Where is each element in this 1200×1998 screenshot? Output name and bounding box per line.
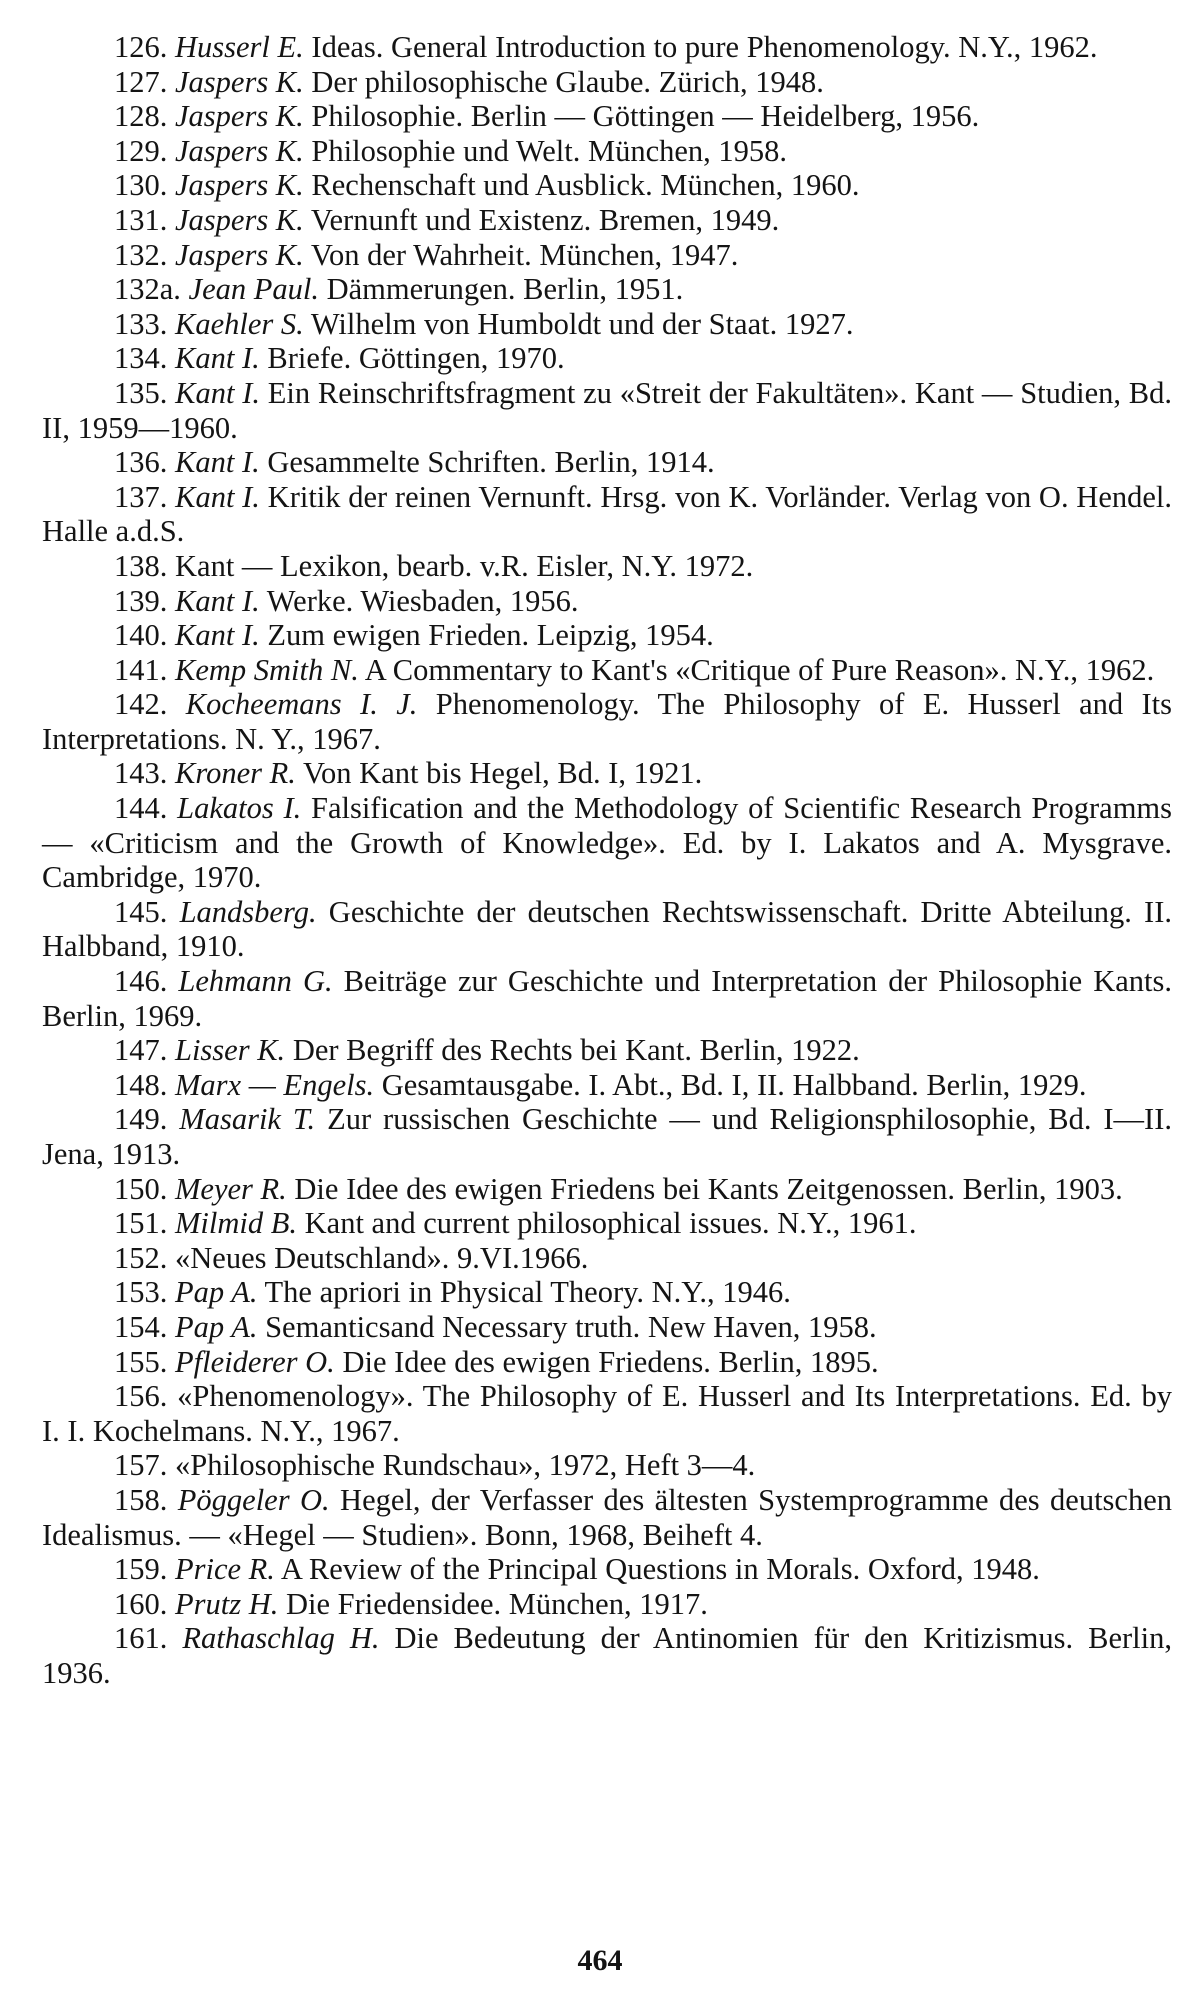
entry-text: Der Begriff des Rechts bei Kant. Berlin, 1922. <box>285 1033 860 1068</box>
entry-text: Kant and current philosophical issues. N.Y., 1961. <box>297 1206 917 1241</box>
entry-text: Die Friedensidee. München, 1917. <box>278 1586 708 1621</box>
bibliography-entry <box>42 1172 1172 1207</box>
bibliography-entry <box>42 687 1172 756</box>
entry-number: 160. <box>114 1586 168 1621</box>
bibliography-entry <box>42 134 1172 169</box>
bibliography-entry <box>42 341 1172 376</box>
entry-text: Gesamtausgabe. I. Abt., Bd. I, II. Halbband. Berlin, 1929. <box>374 1067 1087 1102</box>
bibliography-entry <box>42 653 1172 688</box>
bibliography-entry <box>42 895 1172 964</box>
entry-text: Dämmerungen. Berlin, 1951. <box>318 272 684 307</box>
entry-text: Phenomenology. The Philosophy of E. Husserl and Its Interpretations. N. Y., 1967. <box>42 687 1173 756</box>
entry-number: 142. <box>114 687 168 722</box>
bibliography-entry <box>42 272 1172 307</box>
entry-author: Kroner R. <box>175 756 296 791</box>
entry-number: 127. <box>114 64 168 99</box>
bibliography-entry <box>42 1033 1172 1068</box>
entry-number: 141. <box>114 652 168 687</box>
entry-number: 154. <box>114 1309 168 1344</box>
entry-number: 159. <box>114 1552 168 1587</box>
bibliography-entry <box>42 584 1172 619</box>
entry-author: Jaspers K. <box>175 237 304 272</box>
entry-text: Philosophie und Welt. München, 1958. <box>303 133 788 168</box>
page-number: 464 <box>577 1944 623 1977</box>
bibliography-entry <box>42 964 1172 1033</box>
entry-author: Lakatos I. <box>177 791 302 826</box>
bibliography-entry <box>42 1241 1172 1276</box>
entry-author: Kant I. <box>175 375 261 410</box>
entry-number: 158. <box>114 1482 168 1517</box>
entry-number: 146. <box>114 964 168 999</box>
entry-text: Die Bedeutung der Antinomien für den Kritizismus. Berlin, 1936. <box>42 1621 1173 1690</box>
entry-author: Landsberg. <box>179 894 317 929</box>
entry-author: Price R. <box>175 1552 275 1587</box>
entry-number: 140. <box>114 618 168 653</box>
entry-text: Von Kant bis Hegel, Bd. I, 1921. <box>295 756 703 791</box>
entry-text: Falsification and the Methodology of Scientific Research Programms — «Criticism and the Growth of Knowledge». Ed. by I. Lakatos and A. Mysgrave. Cambridge, 1970. <box>42 791 1173 895</box>
bibliography-entry <box>42 791 1172 895</box>
entry-author: Jaspers K. <box>175 99 304 134</box>
entry-text: Rechenschaft und Ausblick. München, 1960. <box>303 168 860 203</box>
entry-author: Pfleiderer O. <box>175 1344 335 1379</box>
entry-number: 153. <box>114 1275 168 1310</box>
entry-number: 136. <box>114 445 168 480</box>
entry-text: Von der Wahrheit. München, 1947. <box>303 237 739 272</box>
bibliography-entry <box>42 1310 1172 1345</box>
entry-author: Pöggeler O. <box>177 1482 330 1517</box>
entry-author: Pap A. <box>175 1309 258 1344</box>
bibliography-entry <box>42 99 1172 134</box>
entry-number: 161. <box>114 1621 168 1656</box>
entry-author: Prutz H. <box>175 1586 279 1621</box>
entry-number: 152. <box>114 1240 168 1275</box>
entry-number: 151. <box>114 1206 168 1241</box>
entry-text: A Review of the Principal Questions in Morals. Oxford, 1948. <box>274 1552 1040 1587</box>
bibliography-entry <box>42 168 1172 203</box>
entry-number: 138. <box>114 548 168 583</box>
entry-author: Lehmann G. <box>178 964 333 999</box>
bibliography-entry <box>42 30 1172 65</box>
bibliography-entry <box>42 480 1172 549</box>
entry-author: Masarik T. <box>179 1102 316 1137</box>
entry-number: 128. <box>114 99 168 134</box>
bibliography-entry <box>42 307 1172 342</box>
entry-text: Ein Reinschriftsfragment zu «Streit der Fakultäten». Kant — Studien, Bd. II, 1959—1960. <box>42 375 1173 445</box>
entry-number: 131. <box>114 202 168 237</box>
entry-text: Die Idee des ewigen Friedens. Berlin, 1895. <box>334 1344 879 1379</box>
entry-author: Kocheemans I. J. <box>185 687 418 722</box>
bibliography-entry <box>42 549 1172 584</box>
entry-author: Kaehler S. <box>175 306 304 341</box>
entry-author: Kant I. <box>175 341 260 376</box>
bibliography-entry <box>42 1587 1172 1622</box>
bibliography-entry <box>42 203 1172 238</box>
entry-text: A Commentary to Kant's «Critique of Pure Reason». N.Y., 1962. <box>358 652 1155 687</box>
entry-text: Wilhelm von Humboldt und der Staat. 1927. <box>303 306 854 341</box>
entry-author: Marx — Engels. <box>175 1067 375 1102</box>
entry-author: Jaspers K. <box>175 64 304 99</box>
entry-author: Kant I. <box>175 479 260 514</box>
entry-text: The apriori in Physical Theory. N.Y., 1946. <box>257 1275 791 1310</box>
bibliography-list <box>42 30 1172 1691</box>
bibliography-entry <box>42 1275 1172 1310</box>
entry-author: Jaspers K. <box>175 168 304 203</box>
bibliography-entry <box>42 1483 1172 1552</box>
bibliography-entry <box>42 618 1172 653</box>
entry-author: Milmid B. <box>175 1206 297 1241</box>
entry-author: Meyer R. <box>175 1171 287 1206</box>
entry-author: Kant I. <box>175 618 260 653</box>
entry-text: Gesammelte Schriften. Berlin, 1914. <box>259 445 715 480</box>
entry-text: Beiträge zur Geschichte und Interpretation der Philosophie Kants. Berlin, 1969. <box>42 964 1173 1033</box>
entry-text: Ideas. General Introduction to pure Phenomenology. N.Y., 1962. <box>303 30 1098 64</box>
entry-author: Jaspers K. <box>175 202 304 237</box>
entry-text: Zur russischen Geschichte — und Religionsphilosophie, Bd. I—II. Jena, 1913. <box>42 1102 1172 1171</box>
entry-text: Semanticsand Necessary truth. New Haven, 1958. <box>257 1309 877 1344</box>
bibliography-entry <box>42 1621 1172 1690</box>
entry-text: Zum ewigen Frieden. Leipzig, 1954. <box>259 618 714 653</box>
entry-number: 155. <box>114 1344 168 1379</box>
entry-number: 126. <box>114 30 168 64</box>
entry-author: Husserl E. <box>175 30 304 64</box>
entry-text: Werke. Wiesbaden, 1956. <box>259 583 579 618</box>
entry-author: Jaspers K. <box>175 133 304 168</box>
entry-number: 147. <box>114 1033 168 1068</box>
bibliography-entry <box>42 376 1172 445</box>
entry-text: Vernunft und Existenz. Bremen, 1949. <box>303 202 780 237</box>
bibliography-entry <box>42 65 1172 100</box>
entry-text: Hegel, der Verfasser des ältesten Systemprogramme des deutschen Idealismus. — «Hegel — Studien». Bonn, 1968, Beiheft 4. <box>42 1482 1172 1552</box>
entry-number: 150. <box>114 1171 168 1206</box>
entry-text: Philosophie. Berlin — Göttingen — Heidelberg, 1956. <box>303 99 980 134</box>
entry-number: 145. <box>114 894 168 929</box>
bibliography-entry <box>42 1448 1172 1483</box>
entry-number: 132a. <box>114 272 181 307</box>
entry-number: 134. <box>114 341 168 376</box>
entry-number: 148. <box>114 1067 168 1102</box>
entry-number: 143. <box>114 756 168 791</box>
bibliography-entry <box>42 1552 1172 1587</box>
bibliography-entry <box>42 1206 1172 1241</box>
entry-number: 149. <box>114 1102 168 1137</box>
bibliography-entry <box>42 1345 1172 1380</box>
entry-text: «Philosophische Rundschau», 1972, Heft 3—4. <box>175 1448 756 1483</box>
entry-text: Geschichte der deutschen Rechtswissenschaft. Dritte Abteilung. II. Halbband, 1910. <box>42 894 1172 964</box>
entry-author: Pap A. <box>175 1275 258 1310</box>
entry-number: 133. <box>114 306 168 341</box>
entry-text: Die Idee des ewigen Friedens bei Kants Zeitgenossen. Berlin, 1903. <box>286 1171 1123 1206</box>
entry-number: 137. <box>114 479 168 514</box>
entry-number: 132. <box>114 237 168 272</box>
entry-author: Kemp Smith N. <box>175 652 359 687</box>
bibliography-entry <box>42 1068 1172 1103</box>
entry-number: 135. <box>114 375 168 410</box>
entry-number: 139. <box>114 583 168 618</box>
entry-author: Rathaschlag H. <box>182 1621 380 1656</box>
bibliography-entry <box>42 445 1172 480</box>
entry-number: 156. <box>114 1379 168 1414</box>
bibliography-entry <box>42 1102 1172 1171</box>
entry-number: 157. <box>114 1448 168 1483</box>
bibliography-entry <box>42 238 1172 273</box>
entry-text: Briefe. Göttingen, 1970. <box>259 341 565 376</box>
entry-number: 129. <box>114 133 168 168</box>
bibliography-entry <box>42 1379 1172 1448</box>
entry-text: «Phenomenology». The Philosophy of E. Husserl and Its Interpretations. Ed. by I. I. Kochelmans. N.Y., 1967. <box>42 1379 1172 1448</box>
entry-text: Der philosophische Glaube. Zürich, 1948. <box>303 64 824 99</box>
entry-author: Jean Paul. <box>188 272 319 307</box>
entry-number: 130. <box>114 168 168 203</box>
entry-author: Lisser K. <box>175 1033 286 1068</box>
entry-number: 144. <box>114 791 168 826</box>
entry-author: Kant I. <box>175 583 260 618</box>
entry-text: Kant — Lexikon, bearb. v.R. Eisler, N.Y. 1972. <box>175 548 754 583</box>
entry-author: Kant I. <box>175 445 260 480</box>
bibliography-entry <box>42 756 1172 791</box>
entry-text: Kritik der reinen Vernunft. Hrsg. von K. Vorländer. Verlag von O. Hendel. Halle a.d.S. <box>42 479 1173 549</box>
entry-text: «Neues Deutschland». 9.VI.1966. <box>175 1240 589 1275</box>
